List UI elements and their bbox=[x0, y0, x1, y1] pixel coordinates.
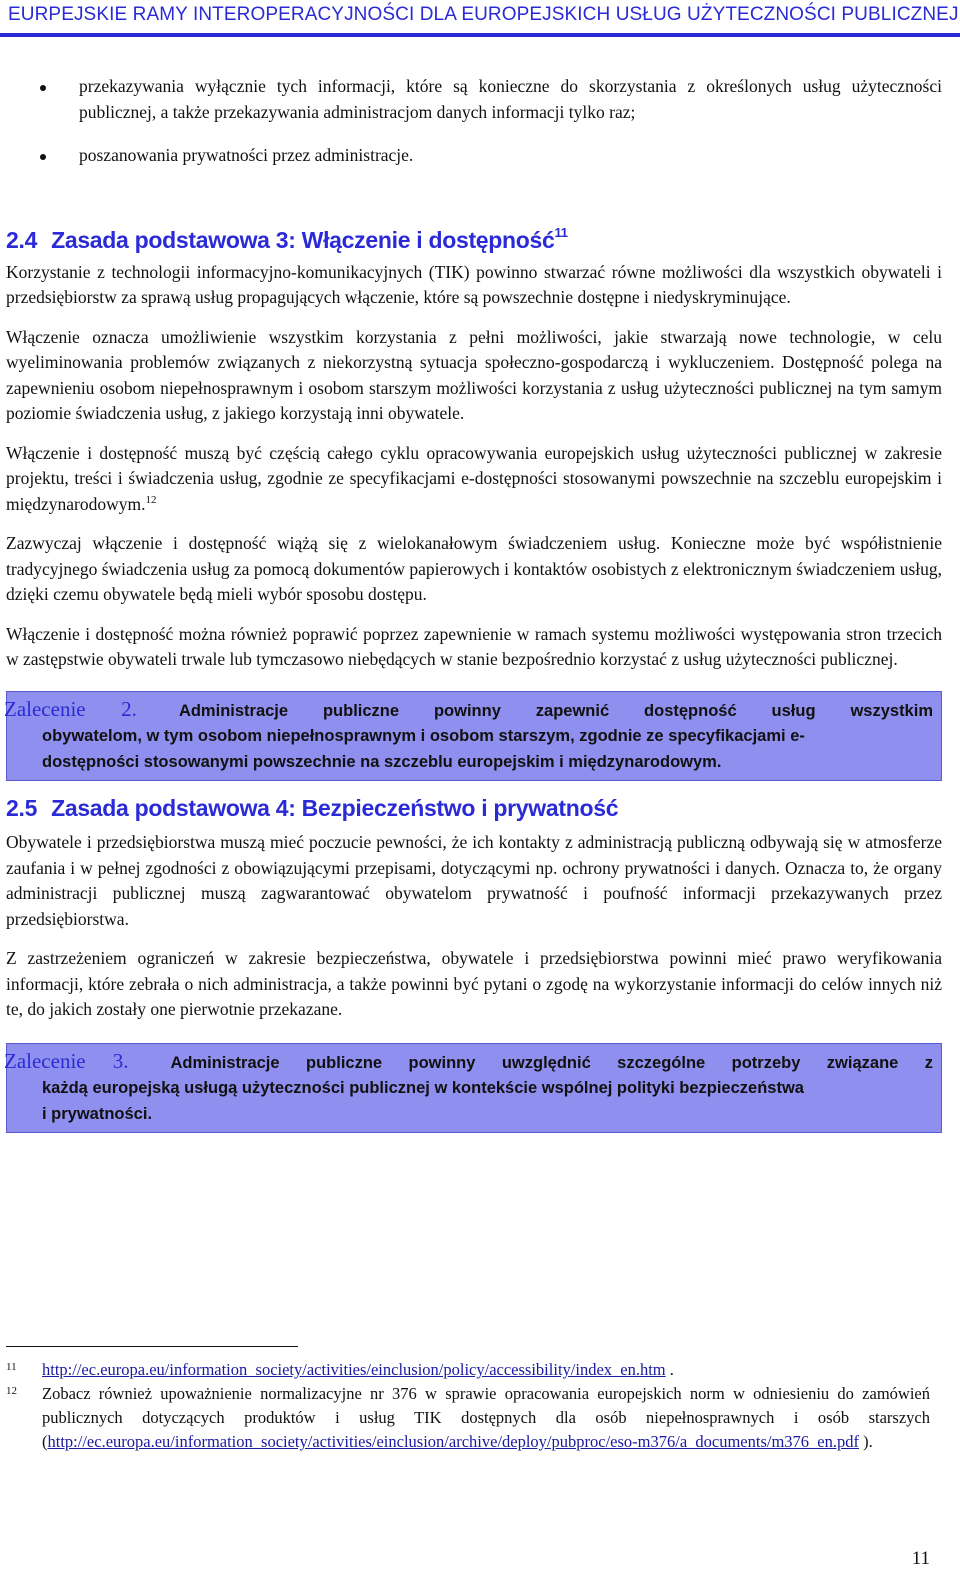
recommendation-line: obywatelom, w tym osobom niepełnosprawnym i osobom starszym, zgodnie ze specyfikacjami e- bbox=[42, 727, 805, 745]
footnote-ref-12[interactable]: 12 bbox=[145, 493, 157, 506]
bullet-text: przekazywania wyłącznie tych informacji, które są konieczne do skorzystania z określonych usług użyteczności publicznej, a także przekazywania administracjom danych informacji tylko raz; bbox=[79, 76, 942, 122]
paragraph: Włączenie oznacza umożliwienie wszystkim korzystania z pełni możliwości, jakie stwarzają nowe technologie, w celu wyeliminowania problemów związanych z niekorzystną sytuacja społeczno-gospodarczą i wykluczeniem. Dostępność polega na zapewnieniu osobom niepełnosprawnym i osobom starszym możliwości korzystania z usług użyteczności publicznej na tym samym poziomie świadczenia usług, z jakiego korzystają inni obywatele. bbox=[6, 326, 942, 423]
paragraph: Włączenie i dostępność można również poprawić poprzez zapewnienie w ramach systemu możliwości występowania stron trzecich w zastępstwie obywateli trwale lub tymczasowo niebędących w stanie bezpośrednio korzystać z usług użyteczności publicznej. bbox=[6, 623, 942, 669]
section-heading-2-4 bbox=[6, 224, 942, 254]
footnote-ref-11[interactable]: 11 bbox=[554, 224, 568, 240]
bullet-list bbox=[6, 74, 942, 169]
paragraph-text: Włączenie i dostępność muszą być częścią całego cyklu opracowywania europejskich usług użyteczności publicznej w zakresie projektu, treści i świadczenia usług, zgodnie ze specyfikacjami e-dostępności stosowanymi powszechnie na szczeblu europejskim i międzynarodowym. bbox=[6, 442, 942, 514]
bullet-icon bbox=[40, 154, 46, 160]
footnote-text: Zobacz również upoważnienie normalizacyjne nr 376 w sprawie opracowania europejskich norm w odniesieniu do zamówień publicznych dotyczących produktów i usług TIK dostępnych dla osób niepełnosprawnych i osób starszych ( bbox=[42, 1384, 930, 1451]
recommendation-label: Zalecenie 3. bbox=[4, 1048, 129, 1073]
bullet-icon bbox=[40, 85, 46, 91]
footnote-number: 12 bbox=[6, 1385, 17, 1397]
section-title: Zasada podstawowa 3: Włączenie i dostępność bbox=[51, 226, 555, 253]
recommendation-line: Zalecenie 3. Administracje publiczne powinny uwzględnić szczególne potrzeby związane z bbox=[4, 1048, 934, 1073]
paragraph: Obywatele i przedsiębiorstwa muszą mieć poczucie pewności, że ich kontakty z administracją publiczną odbywają się w atmosferze zaufania i w pełnej zgodności z obowiązującymi przepisami, dotyczącymi np. ochrony prywatności i danych. Oznacza to, że organy administracji publicznej muszą zagwarantować obywatelom prywatność i poufność informacji przekazywanych przez przedsiębiorstwa. bbox=[6, 832, 942, 929]
recommendation-line: Zalecenie 2. Administracje publiczne powinny zapewnić dostępność usług wszystkim bbox=[4, 696, 933, 721]
recommendation-box-3 bbox=[6, 1043, 942, 1134]
paragraph: Zazwyczaj włączenie i dostępność wiążą się z wielokanałowym świadczeniem usług. Konieczne może być współistnienie tradycyjnego świadczenia usług za pomocą dokumentów papierowych i kontaktów osobistych z elektronicznym świadczeniem usług, dzięki czemu obywatele będą mieli wybór sposobu dostępu. bbox=[6, 533, 942, 604]
footnotes bbox=[6, 1358, 930, 1454]
footnote-link[interactable]: http://ec.europa.eu/information_society/activities/einclusion/archive/deploy/pubproc/eso-m376/a_documents/m376_en.pdf bbox=[47, 1432, 859, 1451]
footnote-11: 11 http://ec.europa.eu/information_society/activities/einclusion/policy/accessibility/index_en.htm . bbox=[6, 1358, 930, 1382]
footnote-number: 11 bbox=[6, 1361, 17, 1373]
page-number: 11 bbox=[911, 1548, 930, 1569]
header-rule bbox=[0, 33, 960, 37]
running-header: EURPEJSKIE RAMY INTEROPERACYJNOŚCI DLA EUROPEJSKICH USŁUG UŻYTECZNOŚCI PUBLICZNEJ bbox=[8, 4, 959, 25]
list-item bbox=[6, 143, 942, 169]
paragraph: Z zastrzeżeniem ograniczeń w zakresie bezpieczeństwa, obywatele i przedsiębiorstwa powinni mieć prawo weryfikowania informacji, które zebrała o nich administracja, a także powinni być pytani o zgodę na wykorzystanie informacji do celów innych niż te, do jakich zostały one pierwotnie przekazane. bbox=[6, 948, 942, 1019]
bullet-text: poszanowania prywatności przez administracje. bbox=[79, 145, 414, 165]
section-number: 2.5 bbox=[6, 795, 38, 821]
footnote-link[interactable]: http://ec.europa.eu/information_society/activities/einclusion/policy/accessibility/index_en.htm bbox=[42, 1360, 666, 1379]
page-content bbox=[6, 74, 942, 1133]
footnote-separator bbox=[6, 1346, 298, 1347]
footnote-12: 12 Zobacz również upoważnienie normalizacyjne nr 376 w sprawie opracowania europejskich norm w odniesieniu do zamówień publicznych dotyczących produktów i usług TIK dostępnych dla osób niepełnosprawnych i osób starszych (http://ec.europa.eu/information_society/activities/einclusion/archive/deploy/pubproc/eso-m376/a_documents/m376_en.pdf ). bbox=[6, 1382, 930, 1454]
section-title: Zasada podstawowa 4: Bezpieczeństwo i prywatność bbox=[51, 795, 619, 821]
recommendation-label: Zalecenie 2. bbox=[4, 696, 137, 721]
section-number: 2.4 bbox=[6, 226, 38, 253]
list-item bbox=[6, 74, 942, 125]
section-heading-2-5 bbox=[6, 795, 942, 822]
recommendation-line: i prywatności. bbox=[42, 1104, 153, 1123]
paragraph: Korzystanie z technologii informacyjno-komunikacyjnych (TIK) powinno stwarzać równe możliwości dla wszystkich obywateli i przedsiębiorstw za sprawą usług propagujących włączenie, które są powszechnie dostępne i niedyskryminujące. bbox=[6, 261, 942, 307]
recommendation-box-2 bbox=[6, 691, 942, 782]
paragraph bbox=[6, 441, 942, 518]
recommendation-line: dostępności stosowanymi powszechnie na szczeblu europejskim i międzynarodowym. bbox=[42, 752, 722, 771]
recommendation-line: każdą europejską usługą użyteczności publicznej w kontekście wspólnej polityki bezpieczeństwa bbox=[42, 1079, 804, 1097]
